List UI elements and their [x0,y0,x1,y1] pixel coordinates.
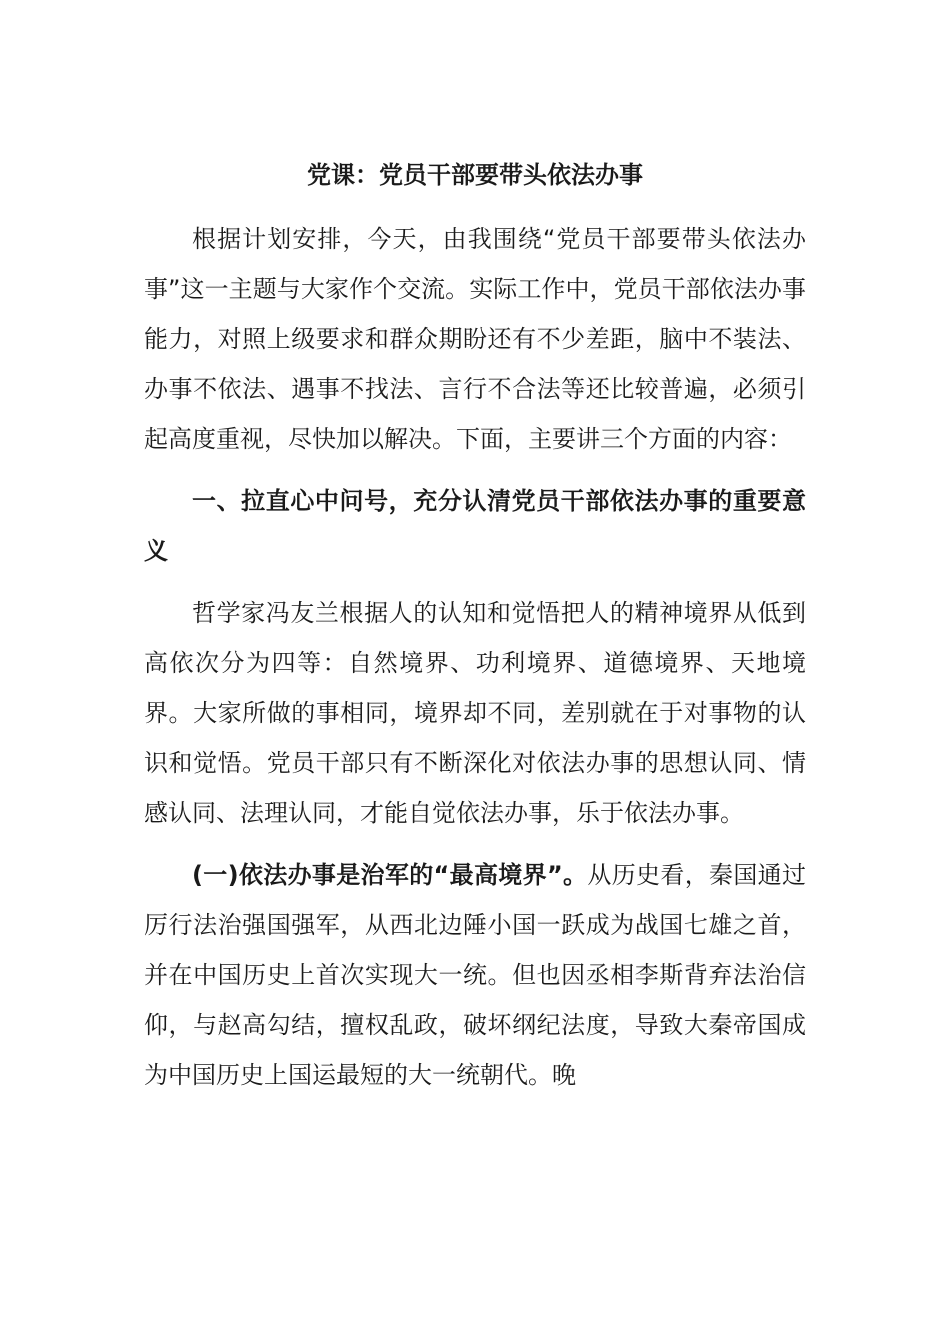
subsection-1-text: 从历史看，秦国通过厉行法治强国强军，从西北边陲小国一跃成为战国七雄之首，并在中国历史上首次实现大一统。但也因丞相李斯背弃法治信仰，与赵高勾结，擅权乱政，破坏纲纪法度，导致大秦帝国成为中国历史上国运最短的大一统朝代。晚 [144,861,807,1089]
document-body [144,150,806,1112]
subsection-1-paragraph [144,850,806,1100]
document-title: 党课：党员干部要带头依法办事 [307,161,643,189]
section-1-paragraph: 哲学家冯友兰根据人的认知和觉悟把人的精神境界从低到高依次分为四等：自然境界、功利境界、道德境界、天地境界。大家所做的事相同，境界却不同，差别就在于对事物的认识和觉悟。党员干部只有不断深化对依法办事的思想认同、情感认同、法理认同，才能自觉依法办事，乐于依法办事。 [144,599,806,827]
section-1-heading: 一、拉直心中问号，充分认清党员干部依法办事的重要意义 [144,487,806,565]
intro-paragraph: 根据计划安排，今天，由我围绕“党员干部要带头依法办事”这一主题与大家作个交流。实际工作中，党员干部依法办事能力，对照上级要求和群众期盼还有不少差距，脑中不装法、办事不依法、遇事不找法、言行不合法等还比较普遍，必须引起高度重视，尽快加以解决。下面，主要讲三个方面的内容： [144,225,806,453]
subsection-1-lead: (一)依法办事是治军的“最高境界”。 [192,861,588,889]
